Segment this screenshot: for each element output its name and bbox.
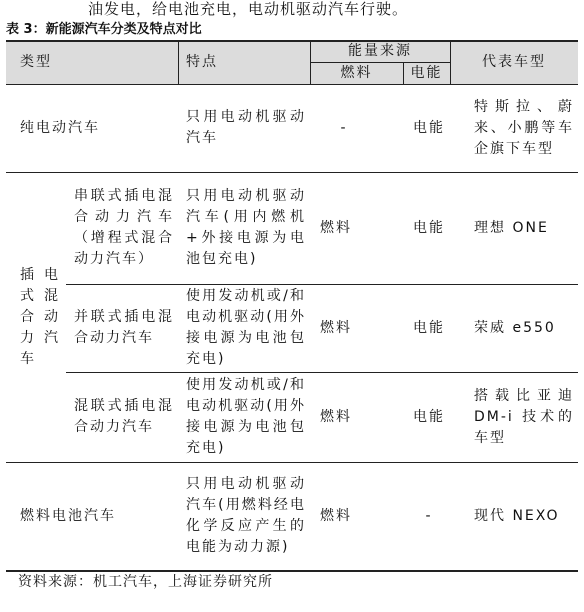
row-1-electricity: 电能 xyxy=(413,119,445,136)
header-energy-source: 能量来源 xyxy=(348,42,412,59)
row-1-models: 特斯拉、蔚来、小鹏等车企旗下车型 xyxy=(474,98,574,157)
row-2-feature: 只用电动机驱动汽车(用内燃机+外接电源为电池包充电) xyxy=(186,188,306,267)
row-5-electricity: - xyxy=(425,507,433,524)
header-divider-1 xyxy=(178,40,179,84)
row-2-fuel: 燃料 xyxy=(320,219,352,236)
intro-text: 油发电，给电池充电，电动机驱动汽车行驶。 xyxy=(88,0,409,18)
row-4-electricity: 电能 xyxy=(413,408,445,425)
table-caption: 表 3：新能源汽车分类及特点对比 xyxy=(6,22,202,37)
row-2-category: 串联式插电混合动力汽车（增程式混合动力汽车） xyxy=(74,188,174,267)
header-fuel: 燃料 xyxy=(340,64,373,81)
row-3-electricity: 电能 xyxy=(413,319,445,336)
row-1-fuel: - xyxy=(340,119,348,136)
row-4-category: 混联式插电混合动力汽车 xyxy=(74,398,174,435)
row-2-models: 理想 ONE xyxy=(474,219,549,236)
row-1-feature: 只用电动机驱动汽车 xyxy=(186,109,306,146)
header-feature: 特点 xyxy=(186,53,218,70)
row-4-fuel: 燃料 xyxy=(320,408,352,425)
source-note: 资料来源：机工汽车，上海证券研究所 xyxy=(18,574,273,590)
row-5-feature: 只用电动机驱动汽车(用燃料经电化学反应产生的电能为动力源) xyxy=(186,476,306,555)
row-2-electricity: 电能 xyxy=(413,219,445,236)
header-type: 类型 xyxy=(20,53,52,70)
row-3-fuel: 燃料 xyxy=(320,319,352,336)
row-4-models: 搭载比亚迪 DM-i 技术的车型 xyxy=(474,387,574,446)
row-3-feature: 使用发动机或/和电动机驱动(用外接电源为电池包充电) xyxy=(186,288,306,367)
row-4-feature: 使用发动机或/和电动机驱动(用外接电源为电池包充电) xyxy=(186,377,306,456)
header-electricity: 电能 xyxy=(410,64,443,81)
row-1-category: 纯电动汽车 xyxy=(20,119,100,136)
phev-group-label: 插电式混合动力汽车 xyxy=(20,266,60,367)
row-5-models: 现代 NEXO xyxy=(474,507,560,524)
row-5-category: 燃料电池汽车 xyxy=(20,507,116,524)
header-models: 代表车型 xyxy=(482,53,546,70)
row-3-models: 荣威 e550 xyxy=(474,319,556,336)
row-3-category: 并联式插电混合动力汽车 xyxy=(74,309,174,346)
row-5-fuel: 燃料 xyxy=(320,507,352,524)
